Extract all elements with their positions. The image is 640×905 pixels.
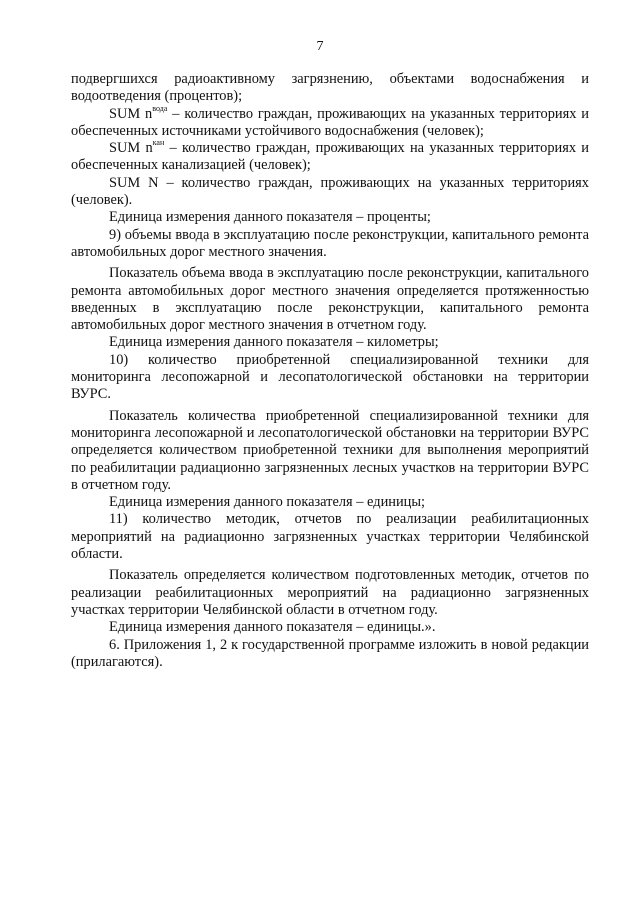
sum-water-symbol: SUM n xyxy=(109,105,153,122)
paragraph-unit-units: Единица измерения данного показателя – единицы; xyxy=(109,494,426,511)
paragraph-item-11: 11) количество методик, отчетов по реализации реабилитационных мероприятий на радиационно загрязненных участках территории Челябинской области. xyxy=(71,511,589,563)
paragraph-indicator-equipment: Показатель количества приобретенной специализированной техники для мониторинга лесопожарной и лесопатологической обстановки на территории ВУРС определяется количеством приобретенной техники для выполнения мероприятий по реабилитации радиационно загрязненных лесных участков на территории ВУРС в отчетном году. xyxy=(71,407,589,493)
paragraph-unit-percent: Единица измерения данного показателя – проценты; xyxy=(109,209,431,226)
sum-water-definition: – количество граждан, проживающих на указанных территориях и обеспеченных источниками устойчивого водоснабжения (человек); xyxy=(71,105,589,139)
sum-sewer-definition: – количество граждан, проживающих на указанных территориях и обеспеченных канализацией (человек); xyxy=(71,140,589,174)
paragraph-item-9: 9) объемы ввода в эксплуатацию после реконструкции, капитального ремонта автомобильных дорог местного значения. xyxy=(71,226,589,260)
paragraph-unit-units-final: Единица измерения данного показателя – единицы.». xyxy=(109,619,436,636)
paragraph-point-6: 6. Приложения 1, 2 к государственной программе изложить в новой редакции (прилагаются). xyxy=(71,636,589,670)
paragraph-indicator-roads: Показатель объема ввода в эксплуатацию после реконструкции, капитального ремонта автомобильных дорог местного значения определяется протяженностью введенных в эксплуатацию после реконструкции, капитального ремонта автомобильных дорог местного значения в отчетном году. xyxy=(71,265,589,334)
document-body xyxy=(71,71,589,671)
paragraph-sum-water xyxy=(71,103,589,141)
paragraph-item-10: 10) количество приобретенной специализированной техники для мониторинга лесопожарной и лесопатологической обстановки на территории ВУРС. xyxy=(71,351,589,403)
paragraph-sum-sewer xyxy=(71,140,589,175)
sum-sewer-superscript: кан xyxy=(152,138,165,148)
page-number: 7 xyxy=(316,39,324,54)
sum-sewer-symbol: SUM n xyxy=(109,140,153,157)
sum-water-superscript: вода xyxy=(152,103,168,113)
paragraph-unit-km: Единица измерения данного показателя – километры; xyxy=(109,334,439,351)
paragraph-continuation: подвергшихся радиоактивному загрязнению, объектами водоснабжения и водоотведения (процентов); xyxy=(71,71,589,105)
paragraph-indicator-methods: Показатель определяется количеством подготовленных методик, отчетов по реализации реабилитационных мероприятий на радиационно загрязненных участках территории Челябинской области в отчетном году. xyxy=(71,567,589,618)
paragraph-sum-total: SUM N – количество граждан, проживающих на указанных территориях (человек). xyxy=(71,174,589,209)
